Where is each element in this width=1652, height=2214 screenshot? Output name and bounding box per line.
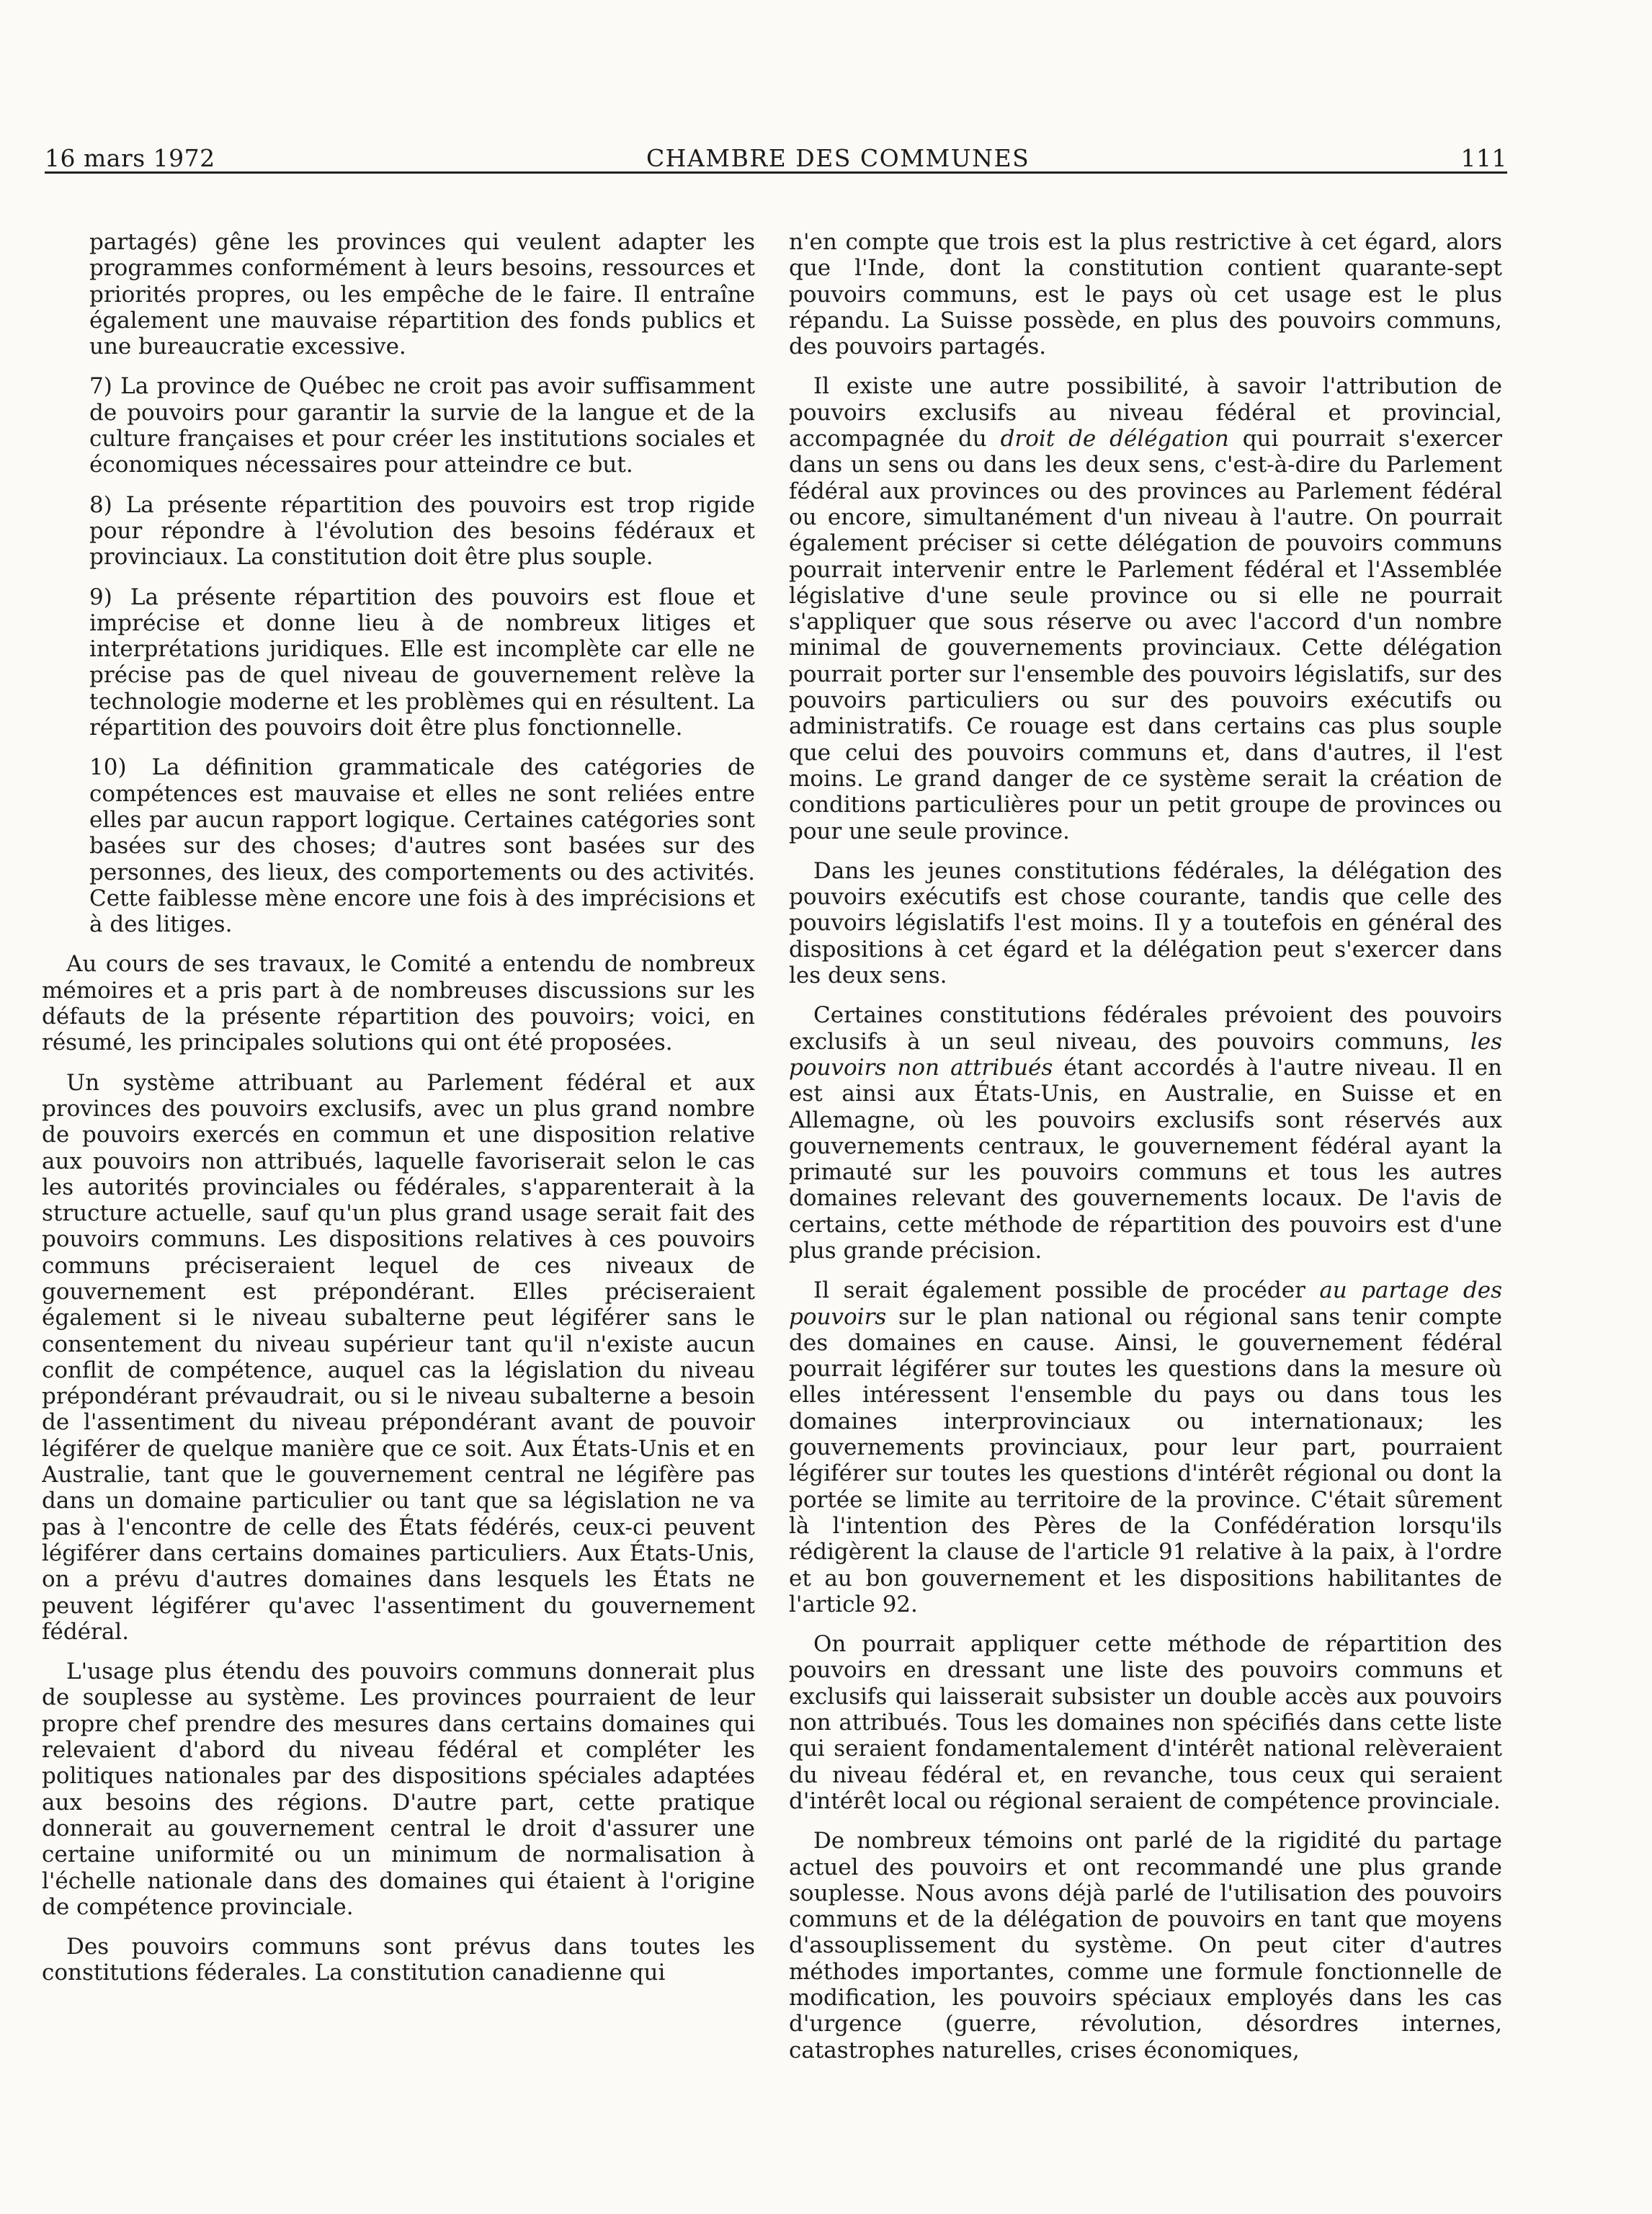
list-item-9: 9) La présente répartition des pouvoirs est floue et imprécise et donne lieu à de nombreux litiges et interprétations juridiques. Elle est incomplète car elle ne précise pas de quel niveau de gouvernement relève la technologie moderne et les problèmes qui en résultent. La répartition des pouvoirs doit être plus fonctionnelle. xyxy=(89,584,755,741)
paragraph: On pourrait appliquer cette méthode de répartition des pouvoirs en dressant une liste des pouvoirs communs et exclusifs qui laisserait subsister un double accès aux pouvoirs non attribués. Tous les domaines non spécifiés dans cette liste qui seraient fondamentalement d'intérêt national relèveraient du niveau fédéral et, en revanche, tous ceux qui seraient d'intérêt local ou régional seraient de compétence provinciale. xyxy=(789,1631,1502,1814)
italic-term: les pouvoirs non attribués xyxy=(789,1028,1502,1081)
header-rule xyxy=(45,171,1507,174)
paragraph: Il existe une autre possibilité, à savoir l'attribution de pouvoirs exclusifs au niveau fédéral et provincial, accompagnée du droit de délégation qui pourrait s'exercer dans un sens ou dans les deux sens, c'est-à-dire du Parlement fédéral aux provinces ou des provinces au Parlement fédéral ou encore, simultanément d'un niveau à l'autre. On pourrait également préciser si cette délégation de pouvoirs communs pourrait intervenir entre le Parlement fédéral et l'Assemblée législative d'une seule province ou si elle ne pourrait s'appliquer que sous réserve ou avec l'accord d'un nombre minimal de gouvernements provinciaux. Cette délégation pourrait porter sur l'ensemble des pouvoirs législatifs, sur des pouvoirs particuliers ou sur des pouvoirs exécutifs ou administratifs. Ce rouage est dans certains cas plus souple que celui des pouvoirs communs et, dans d'autres, il l'est moins. Le grand danger de ce système serait la création de conditions particulières pour un petit groupe de provinces ou pour une seule province. xyxy=(789,373,1502,844)
header-date: 16 mars 1972 xyxy=(45,144,215,172)
italic-term: au partage des pouvoirs xyxy=(789,1277,1502,1330)
list-item-7: 7) La province de Québec ne croit pas avoir suffisamment de pouvoirs pour garantir la survie de la langue et de la culture françaises et pour créer les institutions sociales et économiques nécessaires pour atteindre ce but. xyxy=(89,373,755,478)
left-column xyxy=(42,229,755,2182)
paragraph: L'usage plus étendu des pouvoirs communs donnerait plus de souplesse au système. Les provinces pourraient de leur propre chef prendre des mesures dans certains domaines qui relevaient d'abord du niveau fédéral et compléter les politiques nationales par des dispositions spéciales adaptées aux besoins des régions. D'autre part, cette pratique donnerait au gouvernement central le droit d'assurer une certaine uniformité ou un minimum de normalisation à l'échelle nationale dans des domaines qui étaient à l'origine de compétence provinciale. xyxy=(42,1659,755,1920)
paragraph: Dans les jeunes constitutions fédérales, la délégation des pouvoirs exécutifs est chose courante, tandis que celle des pouvoirs législatifs l'est moins. Il y a toutefois en général des dispositions à cet égard et la délégation peut s'exercer dans les deux sens. xyxy=(789,857,1502,989)
paragraph: Un système attribuant au Parlement fédéral et aux provinces des pouvoirs exclusifs, avec un plus grand nombre de pouvoirs exercés en commun et une disposition relative aux pouvoirs non attribués, laquelle favoriserait selon le cas les autorités provinciales ou fédérales, s'apparenterait à la structure actuelle, sauf qu'un plus grand usage serait fait des pouvoirs communs. Les dispositions relatives à ces pouvoirs communs préciseraient lequel de ces niveaux de gouvernement est prépondérant. Elles préciseraient également si le niveau subalterne peut légiférer sans le consentement du niveau supérieur tant qu'il n'existe aucun conflit de compétence, auquel cas la législation du niveau prépondérant prévaudrait, ou si le niveau subalterne a besoin de l'assentiment du niveau prépondérant avant de pouvoir légiférer de quelque manière que ce soit. Aux États-Unis et en Australie, tant que le gouvernement central ne légifère pas dans un domaine particulier ou tant que sa législation ne va pas à l'encontre de celle des États fédérés, ceux-ci peuvent légiférer dans certains domaines particuliers. Aux États-Unis, on a prévu d'autres domaines dans lesquels les États ne peuvent légiférer qu'avec l'assentiment du gouvernement fédéral. xyxy=(42,1069,755,1645)
page-header xyxy=(45,144,1507,172)
page-number: 111 xyxy=(1460,144,1507,172)
list-item-8: 8) La présente répartition des pouvoirs est trop rigide pour répondre à l'évolution des besoins fédéraux et provinciaux. La constitution doit être plus souple. xyxy=(89,491,755,571)
paragraph: Des pouvoirs communs sont prévus dans toutes les constitutions féderales. La constitution canadienne qui xyxy=(42,1934,755,1986)
paragraph: De nombreux témoins ont parlé de la rigidité du partage actuel des pouvoirs et ont recommandé une plus grande souplesse. Nous avons déjà parlé de l'utilisation des pouvoirs communs et de la délégation de pouvoirs en tant que moyens d'assouplissement du système. On peut citer d'autres méthodes importantes, comme une formule fonctionnelle de modification, les pouvoirs spéciaux employés dans les cas d'urgence (guerre, révolution, désordres internes, catastrophes naturelles, crises économiques, xyxy=(789,1828,1502,2063)
paragraph: Au cours de ses travaux, le Comité a entendu de nombreux mémoires et a pris part à de nombreuses discussions sur les défauts de la présente répartition des pouvoirs; voici, en résumé, les principales solutions qui ont été proposées. xyxy=(42,951,755,1056)
list-item-10: 10) La définition grammaticale des catégories de compétences est mauvaise et elles ne sont reliées entre elles par aucun rapport logique. Certaines catégories sont basées sur des choses; d'autres sont basées sur des personnes, des lieux, des comportements ou des activités. Cette faiblesse mène encore une fois à des imprécisions et à des litiges. xyxy=(89,754,755,938)
paragraph-continued: n'en compte que trois est la plus restrictive à cet égard, alors que l'Inde, dont la constitution contient quarante-sept pouvoirs communs, est le pays où cet usage est le plus répandu. La Suisse possède, en plus des pouvoirs communs, des pouvoirs partagés. xyxy=(789,229,1502,360)
header-title: CHAMBRE DES COMMUNES xyxy=(646,144,1030,172)
right-column xyxy=(789,229,1502,2182)
list-item-continued: partagés) gêne les provinces qui veulent adapter les programmes conformément à leurs besoins, ressources et priorités propres, ou les empêche de le faire. Il entraîne également une mauvaise répartition des fonds publics et une bureaucratie excessive. xyxy=(89,229,755,360)
paragraph: Il serait également possible de procéder au partage des pouvoirs sur le plan national ou régional sans tenir compte des domaines en cause. Ainsi, le gouvernement fédéral pourrait légiférer sur toutes les questions dans la mesure où elles intéressent l'ensemble du pays ou dans tous les domaines interprovinciaux ou internationaux; les gouvernements provinciaux, pour leur part, pourraient légiférer sur toutes les questions d'intérêt régional ou dont la portée se limite au territoire de la province. C'était sûrement là l'intention des Pères de la Confédération lorsqu'ils rédigèrent la clause de l'article 91 relative à la paix, à l'ordre et au bon gouvernement et les dispositions habilitantes de l'article 92. xyxy=(789,1277,1502,1617)
italic-term: droit de délégation xyxy=(1000,426,1229,452)
paragraph: Certaines constitutions fédérales prévoient des pouvoirs exclusifs à un seul niveau, des pouvoirs communs, les pouvoirs non attribués étant accordés à l'autre niveau. Il en est ainsi aux États-Unis, en Australie, en Suisse et en Allemagne, où les pouvoirs exclusifs sont réservés aux gouvernements centraux, le gouvernement fédéral ayant la primauté sur les pouvoirs communs et tous les autres domaines relevant des gouvernements locaux. De l'avis de certains, cette méthode de répartition des pouvoirs est d'une plus grande précision. xyxy=(789,1002,1502,1264)
